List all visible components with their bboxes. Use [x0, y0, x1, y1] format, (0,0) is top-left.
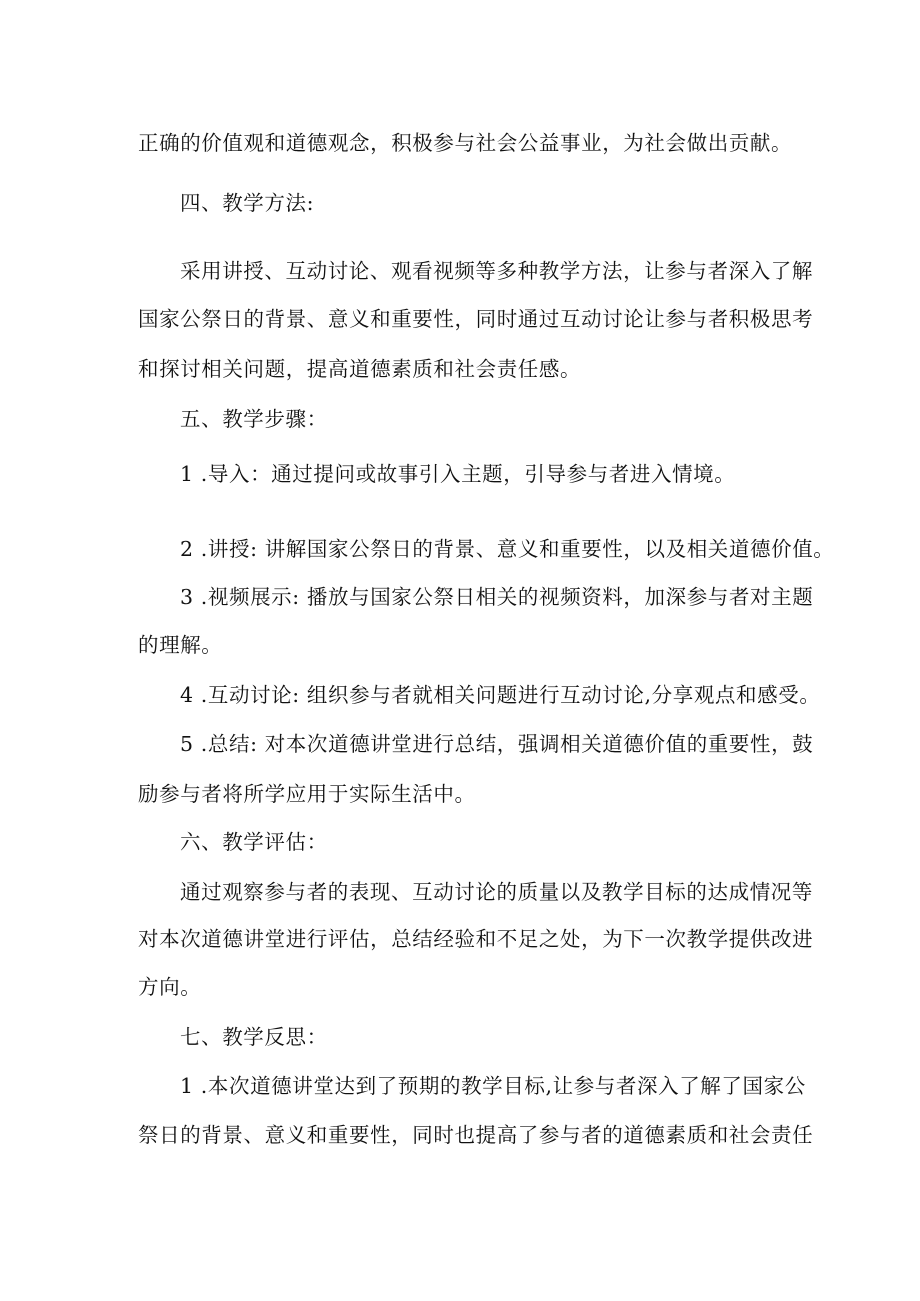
list-item-reflection-1-continued: 祭日的背景、意义和重要性，同时也提高了参与者的道德素质和社会责任: [138, 1123, 814, 1147]
list-item-step-5: 5 .总结: 对本次道德讲堂进行总结，强调相关道德价值的重要性，鼓: [180, 732, 814, 756]
list-item-step-3-continued: 的理解。: [138, 633, 223, 657]
section-heading-teaching-steps: 五、教学步骤：: [180, 407, 328, 431]
paragraph-line-methods-1: 采用讲授、互动讨论、观看视频等多种教学方法，让参与者深入了解: [180, 259, 813, 283]
paragraph-line-evaluation-3: 方向。: [138, 975, 202, 999]
paragraph-line-values-end: 正确的价值观和道德观念，积极参与社会公益事业，为社会做出贡献。: [138, 131, 793, 155]
section-heading-teaching-reflection: 七、教学反思：: [180, 1025, 328, 1049]
paragraph-line-evaluation-1: 通过观察参与者的表现、互动讨论的质量以及教学目标的达成情况等: [180, 880, 813, 904]
paragraph-line-methods-3: 和探讨相关问题，提高道德素质和社会责任感。: [138, 357, 582, 381]
list-item-step-1: 1 .导入：通过提问或故事引入主题，引导参与者进入情境。: [180, 462, 736, 486]
list-item-step-3: 3 .视频展示: 播放与国家公祭日相关的视频资料，加深参与者对主题: [180, 585, 814, 609]
list-item-step-5-continued: 励参与者将所学应用于实际生活中。: [138, 782, 476, 806]
paragraph-line-evaluation-2: 对本次道德讲堂进行评估，总结经验和不足之处，为下一次教学提供改进: [138, 927, 814, 951]
paragraph-line-methods-2: 国家公祭日的背景、意义和重要性，同时通过互动讨论让参与者积极思考: [138, 307, 814, 331]
list-item-reflection-1: 1 .本次道德讲堂达到了预期的教学目标,让参与者深入了解了国家公: [180, 1074, 806, 1098]
list-item-step-4: 4 .互动讨论: 组织参与者就相关问题进行互动讨论,分享观点和感受。: [180, 683, 821, 707]
section-heading-teaching-methods: 四、教学方法:: [180, 191, 315, 215]
list-item-step-2: 2 .讲授: 讲解国家公祭日的背景、意义和重要性，以及相关道德价值。: [180, 537, 835, 561]
section-heading-teaching-evaluation: 六、教学评估：: [180, 830, 328, 854]
